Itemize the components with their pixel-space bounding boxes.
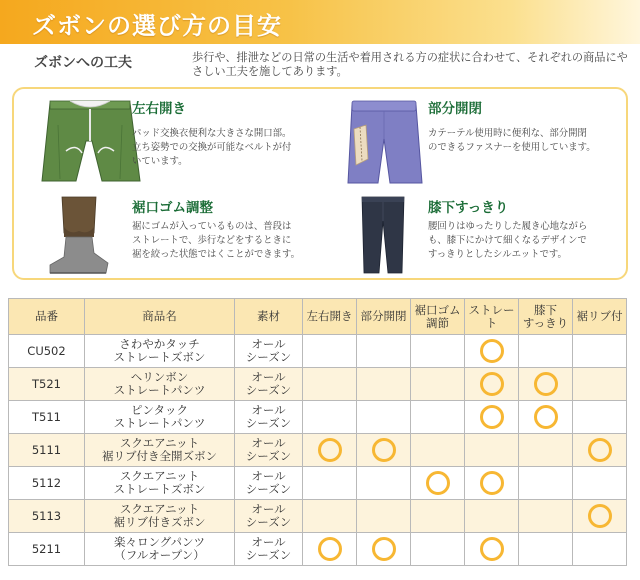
product-code: 5113	[9, 500, 85, 533]
product-material-line: シーズン	[245, 350, 292, 364]
circle-mark-icon	[318, 438, 342, 462]
product-name-line: さわやかタッチ	[119, 337, 200, 351]
table-row	[9, 500, 627, 533]
circle-mark-icon	[534, 405, 558, 429]
circle-mark-icon	[480, 471, 504, 495]
header-label: 品番	[35, 309, 58, 323]
feature-cell	[465, 368, 519, 401]
feature-desc-line: 腰回りはゆったりした履き心地ながら	[428, 221, 588, 232]
header-slim	[519, 299, 573, 335]
feature-cell	[303, 401, 357, 434]
product-name-line: ピンタック	[130, 403, 189, 417]
feature-desc-slim	[428, 220, 587, 262]
product-name-line: スクエアニット	[119, 436, 200, 450]
product-material-line: シーズン	[245, 449, 292, 463]
feature-cell	[411, 467, 465, 500]
page-title: ズボンの選び方の目安	[32, 12, 282, 40]
product-material-line: シーズン	[245, 482, 292, 496]
circle-mark-icon	[372, 537, 396, 561]
product-name-line: スクエアニット	[119, 502, 200, 516]
product-code: 5112	[9, 467, 85, 500]
header-label: 裾口ゴム	[414, 302, 461, 317]
feature-desc-hem-elastic	[132, 220, 300, 262]
feature-cell	[573, 500, 627, 533]
product-material-line: オール	[251, 370, 286, 384]
circle-mark-icon	[534, 372, 558, 396]
feature-cell	[573, 335, 627, 368]
feature-title-slim: 膝下すっきり	[428, 200, 509, 216]
header-label: 部分開閉	[360, 309, 407, 323]
feature-cell	[519, 533, 573, 566]
feature-cell	[519, 401, 573, 434]
header-rib-hem	[573, 299, 627, 335]
table-row	[9, 368, 627, 401]
circle-mark-icon	[426, 471, 450, 495]
circle-mark-icon	[372, 438, 396, 462]
product-name-line: 裾リブ付きズボン	[113, 515, 206, 529]
feature-cell	[519, 500, 573, 533]
circle-mark-icon	[588, 438, 612, 462]
feature-cell	[303, 467, 357, 500]
feature-desc-line: 裾にゴムが入っているものは、普段は	[132, 221, 292, 232]
header-zipper	[357, 299, 411, 335]
product-code: T511	[9, 401, 85, 434]
table-header-row	[9, 299, 627, 335]
feature-desc-line: すっきりとしたシルエットです。	[428, 249, 567, 260]
product-name	[85, 434, 235, 467]
feature-cell	[465, 467, 519, 500]
circle-mark-icon	[480, 537, 504, 561]
feature-desc-line: カテーテル使用時に便利な、部分開閉	[428, 128, 587, 139]
feature-cell	[357, 401, 411, 434]
product-code: T521	[9, 368, 85, 401]
product-name-line: ヘリンボン	[130, 370, 189, 384]
circle-mark-icon	[480, 405, 504, 429]
feature-cell	[519, 368, 573, 401]
feature-cell	[465, 500, 519, 533]
section-heading: ズボンへの工夫	[34, 55, 132, 71]
product-name-line: （フルオープン）	[114, 548, 205, 562]
table-row	[9, 533, 627, 566]
slim-pants-illustration	[352, 195, 414, 277]
product-name-line: 裾リブ付き全開ズボン	[102, 449, 217, 463]
product-name-line: スクエアニット	[119, 469, 200, 483]
circle-mark-icon	[480, 372, 504, 396]
header-code	[9, 299, 85, 335]
feature-cell	[573, 467, 627, 500]
feature-title-side-open: 左右開き	[132, 101, 186, 117]
header-side-open	[303, 299, 357, 335]
product-name	[85, 368, 235, 401]
product-material-line: シーズン	[245, 416, 292, 430]
product-material-line: オール	[251, 436, 286, 450]
product-code: 5111	[9, 434, 85, 467]
feature-cell	[357, 434, 411, 467]
pants-zipper-illustration	[344, 95, 424, 187]
feature-cell	[519, 467, 573, 500]
product-material	[235, 368, 303, 401]
header-name	[85, 299, 235, 335]
feature-desc-line: ストレートで、歩行などをするときに	[132, 235, 292, 246]
header-hem-elastic	[411, 299, 465, 335]
header-label: 商品名	[142, 309, 177, 323]
table-row	[9, 467, 627, 500]
product-material-line: シーズン	[245, 548, 292, 562]
product-table	[8, 298, 627, 566]
feature-cell	[303, 434, 357, 467]
feature-cell	[519, 434, 573, 467]
product-material	[235, 500, 303, 533]
circle-mark-icon	[480, 339, 504, 363]
feature-cell	[303, 335, 357, 368]
feature-cell	[411, 533, 465, 566]
product-code: CU502	[9, 335, 85, 368]
product-name	[85, 533, 235, 566]
feature-desc-line: いています。	[132, 156, 188, 167]
header-label: 膝下	[534, 302, 557, 317]
feature-desc-line: パッド交換衣便利な大きさな開口部。	[132, 128, 292, 139]
feature-title-hem-elastic: 裾口ゴム調整	[132, 200, 213, 216]
feature-cell	[303, 533, 357, 566]
feature-cell	[519, 335, 573, 368]
feature-desc-line: のできるファスナーを使用しています。	[428, 142, 596, 153]
feature-cell	[573, 368, 627, 401]
product-name	[85, 500, 235, 533]
title-banner	[0, 0, 640, 44]
feature-cell	[573, 533, 627, 566]
feature-desc-line: 立ち姿勢での交換が可能なベルトが付	[132, 142, 292, 153]
header-straight	[465, 299, 519, 335]
product-name-line: ストレートズボン	[113, 350, 206, 364]
product-material-line: シーズン	[245, 515, 292, 529]
feature-cell	[357, 500, 411, 533]
feature-cell	[411, 434, 465, 467]
circle-mark-icon	[318, 537, 342, 561]
feature-cell	[573, 401, 627, 434]
hem-elastic-illustration	[44, 195, 114, 277]
header-material	[235, 299, 303, 335]
feature-cell	[465, 434, 519, 467]
product-material-line: オール	[251, 502, 286, 516]
product-material-line: シーズン	[245, 383, 292, 397]
product-material-line: オール	[251, 403, 286, 417]
header-label: 裾リブ付	[576, 309, 623, 323]
product-material-line: オール	[251, 469, 286, 483]
pants-side-open-illustration	[36, 95, 144, 187]
header-label: ストレート	[468, 302, 515, 330]
feature-cell	[465, 533, 519, 566]
intro-text: 歩行や、排泄などの日常の生活や着用される方の症状に合わせて、それぞれの商品にやさしい工夫を施してあります。	[192, 51, 628, 78]
header-label: 調節	[426, 315, 449, 330]
table-row	[9, 401, 627, 434]
feature-desc-line: 裾を絞った状態ではくことができます。	[132, 249, 301, 260]
feature-cell	[465, 401, 519, 434]
product-material-line: オール	[251, 337, 286, 351]
feature-desc-line: も、膝下にかけて細くなるデザインで	[428, 235, 587, 246]
feature-desc-zipper	[428, 127, 596, 155]
table-row	[9, 335, 627, 368]
product-name-line: ストレートズボン	[113, 482, 206, 496]
table-row	[9, 434, 627, 467]
product-name	[85, 335, 235, 368]
product-name-line: ストレートパンツ	[113, 383, 206, 397]
product-material	[235, 335, 303, 368]
product-name-line: 楽々ロングパンツ	[113, 535, 206, 549]
feature-cell	[411, 401, 465, 434]
product-material	[235, 467, 303, 500]
product-name	[85, 467, 235, 500]
feature-cell	[411, 500, 465, 533]
product-material-line: オール	[251, 535, 286, 549]
product-material	[235, 401, 303, 434]
feature-cell	[411, 368, 465, 401]
feature-cell	[573, 434, 627, 467]
product-material	[235, 434, 303, 467]
feature-cell	[357, 533, 411, 566]
product-name	[85, 401, 235, 434]
header-label: すっきり	[522, 315, 569, 330]
feature-title-zipper: 部分開閉	[428, 101, 482, 117]
feature-cell	[357, 335, 411, 368]
feature-desc-side-open	[132, 127, 291, 169]
product-code: 5211	[9, 533, 85, 566]
feature-cell	[303, 368, 357, 401]
table-body	[9, 335, 627, 566]
header-label: 左右開き	[306, 309, 353, 323]
product-material	[235, 533, 303, 566]
header-label: 素材	[257, 309, 280, 323]
features-panel	[12, 87, 628, 280]
feature-cell	[357, 368, 411, 401]
feature-cell	[303, 500, 357, 533]
feature-cell	[357, 467, 411, 500]
feature-cell	[411, 335, 465, 368]
feature-cell	[465, 335, 519, 368]
circle-mark-icon	[588, 504, 612, 528]
product-name-line: ストレートパンツ	[113, 416, 206, 430]
